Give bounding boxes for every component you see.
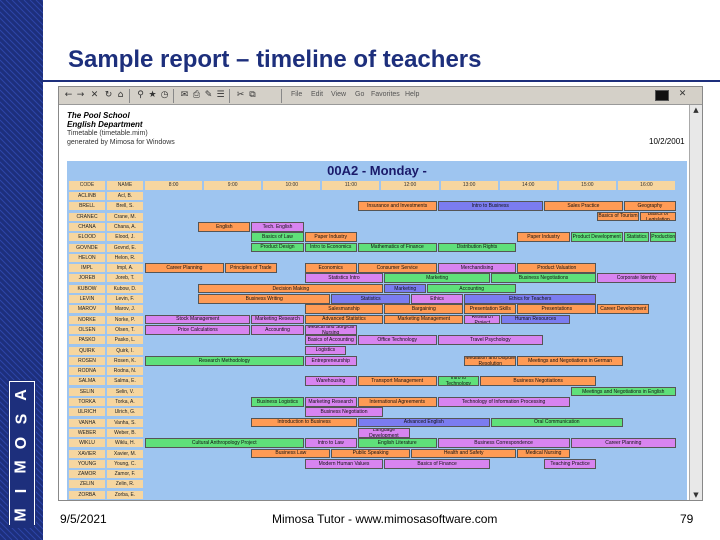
lesson-block[interactable]: Basics of Tourism (598, 213, 638, 220)
menu-go[interactable]: Go (355, 91, 365, 98)
teacher-name: Govnd, E. (107, 244, 143, 252)
browser-throbber-icon (655, 90, 669, 101)
lesson-block[interactable]: Teaching Practice (544, 459, 596, 469)
lesson-block[interactable]: Travel Psychology (438, 335, 543, 345)
lesson-block[interactable]: Basics of Finance (384, 459, 489, 469)
cut-icon[interactable]: ✂ (236, 90, 245, 100)
lesson-block[interactable]: Medical Nursing (517, 449, 569, 459)
teacher-code: SALMA (69, 377, 105, 385)
teacher-name: Joreb, T. (107, 274, 143, 282)
teacher-code: YOUNG (69, 460, 105, 468)
lesson-block[interactable]: Medical and Surgical Nursing (305, 325, 357, 335)
lesson-block[interactable]: Health and Safety (411, 449, 516, 459)
logo-letter: I (10, 478, 34, 504)
teacher-code: CHANA (69, 223, 105, 231)
report-subtitle: Timetable (timetable.mim) (67, 130, 148, 137)
column-header: NAME (107, 181, 143, 190)
lesson-block[interactable]: Geography (624, 201, 676, 211)
teacher-name: Zorba, E. (107, 491, 143, 499)
lesson-block[interactable]: Career Development (597, 304, 649, 314)
lesson-block[interactable]: Business Law (251, 449, 330, 459)
menu-file[interactable]: File (291, 91, 303, 98)
teacher-code: ULRICH (69, 408, 105, 416)
copy-icon[interactable]: ⧉ (249, 90, 256, 100)
time-column-header: 8:00 (145, 181, 202, 190)
teacher-name: Torka, A. (107, 398, 143, 406)
lesson-block[interactable]: Marketing Research (251, 315, 303, 325)
refresh-icon[interactable]: ↻ (104, 90, 113, 100)
time-column-header: 15:00 (559, 181, 616, 190)
discuss-icon[interactable]: ☰ (216, 90, 225, 100)
footer-credit: Mimosa Tutor - www.mimosasoftware.com (272, 512, 498, 526)
teacher-name: Brell, S. (107, 202, 143, 210)
mimosa-logo (8, 380, 36, 526)
mail-icon[interactable]: ✉ (180, 90, 189, 100)
teacher-code: KUBOW (69, 285, 105, 293)
lesson-block[interactable]: Ethics (411, 294, 463, 304)
logo-letter: A (10, 382, 34, 408)
lesson-block[interactable]: Ethics for Teachers (464, 294, 596, 304)
lesson-block[interactable]: English Literature (358, 438, 437, 448)
lesson-block[interactable]: Tech. English (251, 222, 303, 232)
lesson-block[interactable]: Human Resources (501, 315, 569, 325)
teacher-name: Quirk, I. (107, 347, 143, 355)
logo-letter: M (10, 502, 34, 528)
lesson-block[interactable]: Intro to Business (438, 201, 543, 211)
teacher-name: Kubow, D. (107, 285, 143, 293)
lesson-block[interactable]: Career Planning (571, 438, 676, 448)
title-rule (43, 80, 720, 82)
lesson-block[interactable]: Office Technology (358, 335, 437, 345)
lesson-block[interactable]: International Agreements (358, 397, 437, 407)
teacher-code: TORKA (69, 398, 105, 406)
teacher-name: Zamor, F. (107, 470, 143, 478)
lesson-block[interactable]: Paper Industry (305, 232, 357, 242)
lesson-block[interactable]: Merchandising (438, 263, 517, 273)
lesson-block[interactable]: Advanced Statistics (305, 315, 384, 325)
department-name: English Department (67, 120, 143, 129)
lesson-block[interactable]: Economics (305, 263, 357, 273)
lesson-block[interactable]: Career Planning (145, 263, 224, 273)
lesson-block[interactable]: Mathematics of Finance (358, 243, 437, 253)
teacher-code: CRANEC (69, 213, 105, 221)
slide-title: Sample report – timeline of teachers (68, 46, 482, 73)
lesson-block[interactable]: Cultural Anthropology Project (145, 438, 304, 448)
column-header: CODE (69, 181, 105, 190)
teacher-code: OLSEN (69, 326, 105, 334)
lesson-block[interactable]: Bargaining (384, 304, 463, 314)
lesson-block[interactable]: Sales Practice (544, 201, 623, 211)
teacher-code: ZELIN (69, 480, 105, 488)
teacher-code: ACLINB (69, 192, 105, 200)
teacher-code: LEVIN (69, 295, 105, 303)
lesson-block[interactable]: Business Correspondence (438, 438, 570, 448)
teacher-code: ZAMOR (69, 470, 105, 478)
time-column-header: 12:00 (381, 181, 438, 190)
report-date: 10/2/2001 (649, 137, 685, 146)
teacher-name: Weber, B. (107, 429, 143, 437)
teacher-name: Impl, A. (107, 264, 143, 272)
teacher-code: BRELL (69, 202, 105, 210)
history-icon[interactable]: ◷ (160, 90, 169, 100)
teacher-name: Helon, R. (107, 254, 143, 262)
teacher-code: SELIN (69, 388, 105, 396)
lesson-block[interactable]: Language Development (358, 428, 410, 438)
lesson-block[interactable]: Principles of Trade (225, 263, 277, 273)
teacher-name: Crane, M. (107, 213, 143, 221)
logo-letter: M (10, 454, 34, 480)
lesson-block[interactable]: Research Methodology (145, 356, 304, 366)
teacher-name: Norke, P. (107, 316, 143, 324)
app-toolbar (59, 87, 703, 105)
time-column-header: 16:00 (618, 181, 675, 190)
lesson-block[interactable]: Product Development (571, 232, 623, 242)
print-icon[interactable]: ⎙ (192, 90, 201, 100)
toolbar-separator (229, 89, 230, 103)
teacher-name: Rodna, N. (107, 367, 143, 375)
edit-icon[interactable]: ✎ (204, 90, 213, 100)
time-column-header: 9:00 (204, 181, 261, 190)
toolbar-separator (281, 89, 282, 103)
favorites-icon[interactable]: ★ (148, 90, 157, 100)
lesson-block[interactable]: Basics of Legislation (640, 212, 676, 222)
lesson-block[interactable]: Modern Human Values (305, 459, 384, 469)
teacher-timeline (67, 161, 687, 501)
page-number: 79 (680, 512, 694, 526)
report-generator: generated by Mimosa for Windows (67, 139, 175, 146)
teacher-code: IMPL (69, 264, 105, 272)
teacher-code: RODNA (69, 367, 105, 375)
teacher-code: HELON (69, 254, 105, 262)
lesson-block[interactable]: Logistics (305, 346, 347, 356)
teacher-name: Rosen, K. (107, 357, 143, 365)
lesson-block[interactable]: Distribution Rights (438, 243, 517, 253)
back-arrow-icon[interactable]: ← (64, 90, 73, 100)
teacher-code: ROSEN (69, 357, 105, 365)
lesson-block[interactable]: Basics of Accounting (305, 335, 357, 345)
report-screenshot (58, 86, 703, 501)
teacher-code: GOVNDE (69, 244, 105, 252)
time-column-header: 11:00 (322, 181, 379, 190)
lesson-block[interactable]: Presentation Skills (464, 304, 516, 314)
time-column-header: 10:00 (263, 181, 320, 190)
logo-letter: S (10, 406, 34, 432)
lesson-block[interactable]: Transport Management (358, 376, 437, 386)
lesson-block[interactable]: English (198, 222, 250, 232)
logo-letter: O (10, 430, 34, 456)
teacher-name: Vanha, S. (107, 419, 143, 427)
lesson-block[interactable]: Statistics (624, 232, 650, 242)
stop-icon[interactable]: ✕ (90, 90, 99, 100)
teacher-code: ELOOD (69, 233, 105, 241)
time-column-header: 13:00 (441, 181, 498, 190)
teacher-name: Selin, V. (107, 388, 143, 396)
lesson-block[interactable]: Product Design (251, 243, 303, 253)
teacher-name: Ulrich, G. (107, 408, 143, 416)
teacher-name: Levin, F. (107, 295, 143, 303)
lesson-block[interactable]: Insurance and Investments (358, 201, 437, 211)
lesson-block[interactable]: Marketing Research (305, 397, 357, 407)
teacher-code: ZORBA (69, 491, 105, 499)
lesson-block[interactable]: Business Negotiations (491, 273, 596, 283)
teacher-name: Young, C. (107, 460, 143, 468)
lesson-block[interactable]: Business Writing (198, 294, 330, 304)
time-column-header: 14:00 (500, 181, 557, 190)
lesson-block[interactable]: Salesmanship (305, 304, 384, 314)
teacher-code: NORKE (69, 316, 105, 324)
teacher-name: Olsen, T. (107, 326, 143, 334)
lesson-block[interactable]: Marketing (384, 273, 489, 283)
teacher-code: XAVIER (69, 450, 105, 458)
teacher-code: PASKO (69, 336, 105, 344)
scroll-down-icon[interactable]: ▼ (693, 491, 699, 499)
lesson-block[interactable]: Entrepreneurship (305, 356, 357, 366)
teacher-code: WIKLU (69, 439, 105, 447)
lesson-block[interactable]: Marketing (384, 284, 426, 294)
timeline-title: 00A2 - Monday - (327, 163, 427, 178)
footer-date: 9/5/2021 (60, 512, 107, 526)
lesson-block[interactable]: Intro to Technology (438, 376, 480, 386)
lesson-block[interactable]: Statistics (331, 294, 410, 304)
lesson-block[interactable]: Business Logistics (251, 397, 303, 407)
lesson-block[interactable]: Public Speaking (331, 449, 410, 459)
toolbar-separator (173, 89, 174, 103)
toolbar-separator (129, 89, 130, 103)
lesson-block[interactable]: Oral Communication (491, 418, 623, 428)
teacher-name: Chana, A. (107, 223, 143, 231)
lesson-block[interactable]: Consumer Service (358, 263, 437, 273)
lesson-block[interactable]: Product Valuation (517, 263, 596, 273)
lesson-block[interactable]: Intro to Law (305, 438, 357, 448)
teacher-name: Acl, B. (107, 192, 143, 200)
menu-view[interactable]: View (331, 91, 347, 98)
lesson-block[interactable]: Price Calculations (145, 325, 250, 335)
school-name: The Pool School (67, 111, 130, 120)
teacher-name: Pasko, L. (107, 336, 143, 344)
teacher-name: Elood, J. (107, 233, 143, 241)
lesson-block[interactable]: Corporate Identity (597, 273, 676, 283)
lesson-block[interactable]: Production (651, 234, 676, 241)
lesson-block[interactable]: Introduction to Business (251, 418, 356, 428)
lesson-block[interactable]: Meetings and Negotiations in English (571, 387, 676, 397)
teacher-code: JOREB (69, 274, 105, 282)
close-icon[interactable]: ✕ (678, 89, 687, 99)
menu-edit[interactable]: Edit (311, 91, 324, 98)
teacher-code: VANHA (69, 419, 105, 427)
lesson-block[interactable]: Business Negotiations (480, 376, 596, 386)
lesson-block[interactable]: Warehousing (305, 376, 357, 386)
scroll-up-icon[interactable]: ▲ (693, 106, 699, 114)
lesson-block[interactable]: Presentations (517, 304, 596, 314)
lesson-block[interactable]: Accounting (427, 284, 516, 294)
teacher-name: Marov, J. (107, 305, 143, 313)
lesson-block[interactable]: Basics of Law (251, 232, 303, 242)
forward-arrow-icon[interactable]: → (76, 90, 85, 100)
teacher-name: Wiklu, H. (107, 439, 143, 447)
lesson-block[interactable]: Meetings and Negotiations in German (517, 356, 622, 366)
lesson-block[interactable]: Marketing Management (384, 315, 463, 325)
lesson-block[interactable]: Research Project (464, 315, 500, 325)
lesson-block[interactable]: Decision Making (198, 284, 383, 294)
lesson-block[interactable]: Statistics Intro (305, 273, 384, 283)
lesson-block[interactable]: Mediation and Dispute Resolution (465, 355, 516, 366)
teacher-code: QUIRK (69, 347, 105, 355)
teacher-name: Salma, E. (107, 377, 143, 385)
home-icon[interactable]: ⌂ (117, 90, 124, 100)
lesson-block[interactable]: Accounting (251, 325, 303, 335)
lesson-block[interactable]: Paper Industry (517, 232, 569, 242)
lesson-block[interactable]: Intro to Economics (305, 243, 357, 253)
lesson-block[interactable]: Advanced English (358, 418, 490, 428)
teacher-name: Xavier, M. (107, 450, 143, 458)
search-icon[interactable]: ⚲ (137, 90, 144, 100)
lesson-block[interactable]: Technology of Information Processing (438, 397, 570, 407)
menu-help[interactable]: Help (405, 91, 420, 98)
teacher-code: WEBER (69, 429, 105, 437)
lesson-block[interactable]: Business Negotiation (305, 407, 384, 417)
teacher-code: MAROV (69, 305, 105, 313)
vertical-scrollbar[interactable] (689, 105, 702, 501)
teacher-name: Zelin, R. (107, 480, 143, 488)
lesson-block[interactable]: Stock Management (145, 315, 250, 325)
menu-favorites[interactable]: Favorites (371, 91, 400, 98)
